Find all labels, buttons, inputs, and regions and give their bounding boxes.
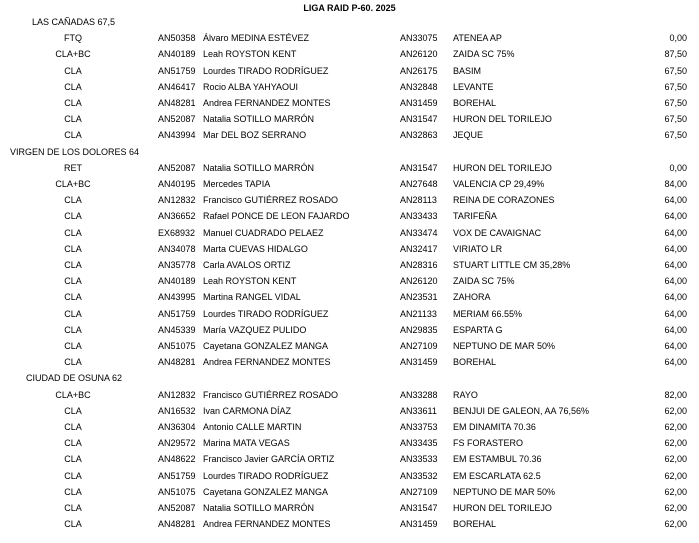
rider-name-cell: Andrea FERNANDEZ MONTES: [203, 98, 331, 108]
role-cell: CLA: [64, 503, 82, 513]
table-row: [0, 419, 699, 435]
role-cell: CLA+BC: [55, 179, 91, 189]
rider-license-cell: AN51075: [158, 341, 196, 351]
table-row: [0, 79, 699, 95]
rider-name-cell: Rafael PONCE DE LEON FAJARDO: [203, 211, 350, 222]
horse-license-cell: AN33533: [400, 454, 438, 465]
role-cell: CLA: [64, 243, 82, 254]
score-cell: 62,00: [664, 470, 687, 481]
role-cell: RET: [64, 162, 82, 173]
horse-name-cell: VOX DE CAVAIGNAC: [453, 227, 542, 238]
table-row: [0, 127, 699, 143]
table-row: [0, 435, 699, 451]
rider-license-cell: AN16532: [158, 405, 196, 416]
horse-name-cell: BENJUI DE GALEON, AA 76,56%: [453, 405, 590, 416]
score-cell: 67,50: [664, 81, 687, 92]
section-name: VIRGEN DE LOS DOLORES 64: [10, 146, 140, 157]
horse-license-cell: AN21133: [400, 308, 437, 319]
horse-name-cell: ZAIDA SC 75%: [453, 49, 515, 60]
section-header: [0, 370, 699, 386]
rider-name-cell: Marta CUEVAS HIDALGO: [203, 243, 308, 254]
horse-license-cell: AN33532: [400, 470, 438, 481]
horse-name-cell: BOREHAL: [453, 519, 497, 530]
score-cell: 64,00: [664, 357, 687, 368]
table-row: [0, 63, 699, 79]
score-cell: 64,00: [664, 308, 687, 319]
rider-license-cell: AN45339: [158, 324, 196, 335]
rider-name-cell: Natalia SOTILLO MARRÓN: [203, 162, 315, 173]
role-cell: CLA: [64, 81, 82, 92]
rider-name-cell: Cayetana GONZALEZ MANGA: [203, 486, 329, 497]
section-name: CIUDAD DE OSUNA 62: [26, 373, 123, 384]
score-cell: 64,00: [664, 260, 687, 270]
rider-license-cell: AN48281: [158, 357, 196, 368]
role-cell: CLA: [64, 324, 82, 335]
table-row: [0, 46, 699, 62]
table-row: [0, 516, 699, 532]
horse-license-cell: AN29835: [400, 324, 438, 335]
horse-license-cell: AN31459: [400, 519, 438, 530]
horse-license-cell: AN32417: [400, 243, 438, 254]
document-title: LIGA RAID P-60. 2025: [303, 3, 396, 13]
score-cell: 62,00: [664, 503, 687, 513]
horse-name-cell: ZAHORA: [453, 292, 491, 303]
score-cell: 0,00: [669, 33, 687, 44]
horse-name-cell: ATENEA AP: [453, 33, 502, 44]
table-row: [0, 387, 699, 403]
rider-name-cell: Andrea FERNANDEZ MONTES: [203, 357, 331, 368]
score-cell: 64,00: [664, 276, 687, 287]
table-row: [0, 257, 699, 273]
table-row: [0, 484, 699, 500]
horse-name-cell: REINA DE CORAZONES: [453, 195, 555, 206]
horse-license-cell: AN31547: [400, 503, 438, 513]
rider-name-cell: Natalia SOTILLO MARRÓN: [203, 114, 315, 125]
rider-name-cell: Leah ROYSTON KENT: [203, 49, 297, 60]
rider-license-cell: AN40189: [158, 49, 196, 60]
horse-license-cell: AN33474: [400, 227, 438, 238]
horse-name-cell: STUART LITTLE CM 35,28%: [453, 260, 571, 270]
rider-license-cell: AN36304: [158, 422, 196, 432]
rider-license-cell: AN52087: [158, 162, 196, 173]
rider-license-cell: AN51075: [158, 486, 196, 497]
table-row: [0, 176, 699, 192]
horse-license-cell: AN33075: [400, 33, 438, 44]
score-cell: 64,00: [664, 292, 687, 303]
score-cell: 64,00: [664, 227, 687, 238]
horse-license-cell: AN33288: [400, 389, 438, 400]
rider-name-cell: Mercedes TAPIA: [203, 179, 271, 189]
horse-license-cell: AN33435: [400, 438, 438, 449]
rider-name-cell: Antonio CALLE MARTIN: [203, 422, 302, 432]
role-cell: CLA: [64, 308, 82, 319]
rider-name-cell: Lourdes TIRADO RODRÍGUEZ: [203, 308, 329, 319]
rider-license-cell: AN40189: [158, 276, 196, 287]
horse-name-cell: BASIM: [453, 65, 482, 76]
rider-name-cell: Francisco GUTIÉRREZ ROSADO: [203, 195, 339, 206]
role-cell: CLA: [64, 438, 82, 449]
horse-license-cell: AN27109: [400, 486, 438, 497]
rider-license-cell: AN46417: [158, 81, 196, 92]
role-cell: CLA: [64, 130, 82, 141]
rider-name-cell: Natalia SOTILLO MARRÓN: [203, 503, 315, 513]
table-row: [0, 322, 699, 338]
role-cell: CLA: [64, 470, 82, 481]
horse-name-cell: NEPTUNO DE MAR 50%: [453, 486, 556, 497]
rider-name-cell: Rocio ALBA YAHYAOUI: [203, 81, 299, 92]
role-cell: CLA: [64, 486, 82, 497]
table-row: [0, 160, 699, 176]
rider-license-cell: AN34078: [158, 243, 196, 254]
role-cell: CLA: [64, 357, 82, 368]
role-cell: CLA: [64, 227, 82, 238]
rider-license-cell: AN52087: [158, 114, 196, 125]
horse-name-cell: VALENCIA CP 29,49%: [453, 179, 545, 189]
score-cell: 67,50: [664, 130, 687, 141]
table-row: [0, 451, 699, 467]
section-name: LAS CAÑADAS 67,5: [32, 17, 116, 27]
horse-name-cell: JEQUE: [453, 130, 484, 141]
rider-name-cell: Leah ROYSTON KENT: [203, 276, 297, 287]
horse-name-cell: FS FORASTERO: [453, 438, 524, 449]
rider-license-cell: AN51759: [158, 65, 196, 76]
horse-license-cell: AN32863: [400, 130, 438, 141]
horse-name-cell: BOREHAL: [453, 357, 497, 368]
score-cell: 84,00: [664, 179, 687, 189]
rider-name-cell: Andrea FERNANDEZ MONTES: [203, 519, 331, 530]
role-cell: CLA: [64, 195, 82, 206]
table-row: [0, 468, 699, 484]
rider-name-cell: Lourdes TIRADO RODRÍGUEZ: [203, 470, 329, 481]
horse-name-cell: HURON DEL TORILEJO: [453, 162, 552, 173]
role-cell: CLA: [64, 292, 82, 303]
rider-license-cell: AN29572: [158, 438, 196, 449]
role-cell: CLA: [64, 114, 82, 125]
horse-name-cell: BOREHAL: [453, 98, 497, 108]
score-cell: 62,00: [664, 422, 687, 432]
horse-license-cell: AN31459: [400, 357, 438, 368]
horse-name-cell: RAYO: [453, 389, 478, 400]
rider-license-cell: AN52087: [158, 503, 196, 513]
horse-name-cell: EM ESTAMBUL 70.36: [453, 454, 542, 465]
role-cell: CLA: [64, 98, 82, 108]
role-cell: CLA+BC: [55, 389, 91, 400]
table-row: [0, 354, 699, 370]
horse-name-cell: NEPTUNO DE MAR 50%: [453, 341, 556, 351]
score-cell: 67,50: [664, 98, 687, 108]
rider-name-cell: Manuel CUADRADO PELAEZ: [203, 227, 324, 238]
role-cell: FTQ: [64, 33, 82, 44]
horse-license-cell: AN31547: [400, 162, 438, 173]
section-header: [0, 14, 699, 30]
horse-license-cell: AN32848: [400, 81, 438, 92]
horse-name-cell: TARIFEÑA: [453, 211, 497, 222]
rider-license-cell: AN12832: [158, 389, 196, 400]
horse-license-cell: AN26175: [400, 65, 438, 76]
score-cell: 64,00: [664, 341, 687, 351]
table-row: [0, 500, 699, 516]
horse-license-cell: AN27109: [400, 341, 438, 351]
table-row: [0, 338, 699, 354]
rider-license-cell: AN51759: [158, 470, 196, 481]
rider-license-cell: AN43995: [158, 292, 196, 303]
horse-license-cell: AN27648: [400, 179, 438, 189]
section-header: [0, 144, 699, 160]
role-cell: CLA: [64, 211, 82, 222]
score-cell: 87,50: [664, 49, 687, 60]
rider-license-cell: AN40195: [158, 179, 196, 189]
table-row: [0, 403, 699, 419]
rider-license-cell: AN36652: [158, 211, 196, 222]
score-cell: 62,00: [664, 519, 687, 530]
score-cell: 62,00: [664, 486, 687, 497]
score-cell: 62,00: [664, 454, 687, 465]
rider-name-cell: Lourdes TIRADO RODRÍGUEZ: [203, 65, 329, 76]
table-row: [0, 111, 699, 127]
table-row: [0, 95, 699, 111]
score-cell: 62,00: [664, 438, 687, 449]
role-cell: CLA+BC: [55, 49, 91, 60]
role-cell: CLA: [64, 341, 82, 351]
rider-name-cell: Ivan CARMONA DÍAZ: [203, 405, 292, 416]
rider-license-cell: AN48281: [158, 519, 196, 530]
horse-name-cell: ESPARTA G: [453, 324, 503, 335]
rider-license-cell: AN48281: [158, 98, 196, 108]
rider-name-cell: Francisco GUTIÉRREZ ROSADO: [203, 389, 339, 400]
rider-name-cell: Martina RANGEL VIDAL: [203, 292, 301, 303]
horse-license-cell: AN33433: [400, 211, 438, 222]
table-row: [0, 30, 699, 46]
rider-name-cell: Mar DEL BOZ SERRANO: [203, 130, 307, 141]
score-cell: 64,00: [664, 195, 687, 206]
horse-name-cell: LEVANTE: [453, 81, 494, 92]
rider-name-cell: Álvaro MEDINA ESTÉVEZ: [203, 33, 310, 44]
table-row: [0, 306, 699, 322]
horse-name-cell: ZAIDA SC 75%: [453, 276, 515, 287]
role-cell: CLA: [64, 65, 82, 76]
horse-license-cell: AN28113: [400, 195, 437, 206]
horse-license-cell: AN31547: [400, 114, 438, 125]
score-cell: 64,00: [664, 243, 687, 254]
rider-license-cell: AN50358: [158, 33, 196, 44]
score-cell: 0,00: [669, 162, 687, 173]
horse-name-cell: MERIAM 66.55%: [453, 308, 523, 319]
score-cell: 67,50: [664, 114, 687, 125]
horse-license-cell: AN26120: [400, 49, 438, 60]
rider-license-cell: AN48622: [158, 454, 196, 465]
table-row: [0, 225, 699, 241]
horse-license-cell: AN26120: [400, 276, 438, 287]
score-cell: 82,00: [664, 389, 687, 400]
horse-license-cell: AN33611: [400, 405, 437, 416]
horse-name-cell: VIRIATO LR: [453, 243, 503, 254]
rider-license-cell: AN12832: [158, 195, 196, 206]
table-row: [0, 273, 699, 289]
rider-license-cell: AN35778: [158, 260, 196, 270]
table-row: [0, 241, 699, 257]
role-cell: CLA: [64, 519, 82, 530]
table-row: [0, 289, 699, 305]
horse-name-cell: EM ESCARLATA 62.5: [453, 470, 541, 481]
horse-license-cell: AN31459: [400, 98, 438, 108]
rider-license-cell: EX68932: [158, 227, 196, 238]
horse-license-cell: AN33753: [400, 422, 438, 432]
horse-license-cell: AN28316: [400, 260, 438, 270]
rider-license-cell: AN51759: [158, 308, 196, 319]
rider-license-cell: AN43994: [158, 130, 196, 141]
score-cell: 64,00: [664, 324, 687, 335]
score-cell: 64,00: [664, 211, 687, 222]
score-cell: 62,00: [664, 405, 687, 416]
score-cell: 67,50: [664, 65, 687, 76]
role-cell: CLA: [64, 405, 82, 416]
table-row: [0, 192, 699, 208]
role-cell: CLA: [64, 260, 82, 270]
horse-license-cell: AN23531: [400, 292, 438, 303]
horse-name-cell: HURON DEL TORILEJO: [453, 503, 552, 513]
rider-name-cell: Cayetana GONZALEZ MANGA: [203, 341, 329, 351]
rider-name-cell: María VAZQUEZ PULIDO: [203, 324, 307, 335]
rider-name-cell: Marina MATA VEGAS: [203, 438, 290, 449]
horse-name-cell: HURON DEL TORILEJO: [453, 114, 552, 125]
horse-name-cell: EM DINAMITA 70.36: [453, 422, 536, 432]
role-cell: CLA: [64, 276, 82, 287]
rider-name-cell: Francisco Javier GARCÍA ORTIZ: [203, 454, 335, 465]
role-cell: CLA: [64, 422, 82, 432]
rider-name-cell: Carla AVALOS ORTIZ: [203, 260, 291, 270]
table-row: [0, 208, 699, 224]
role-cell: CLA: [64, 454, 82, 465]
